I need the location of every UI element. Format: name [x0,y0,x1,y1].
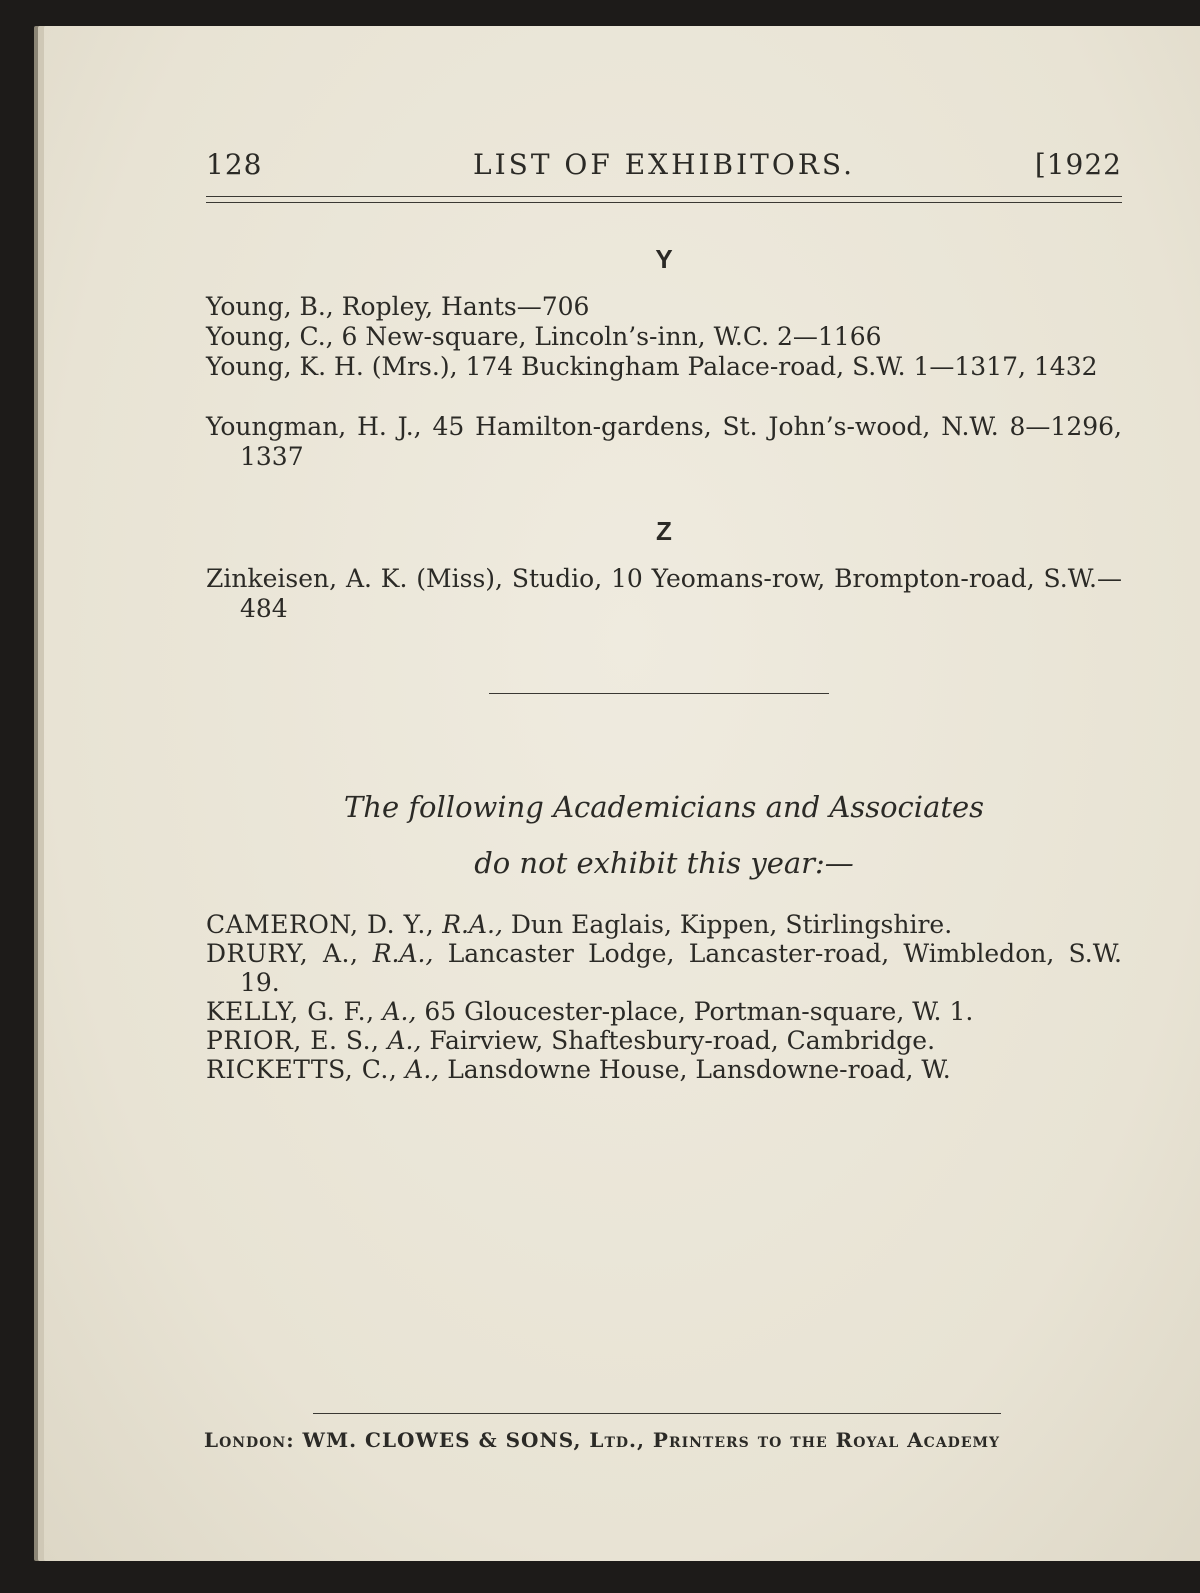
section-letter-z: Z [656,516,672,546]
note-line-1: The following Academicians and Associates [343,790,985,824]
page-title: LIST OF EXHIBITORS. [473,148,855,181]
member-entry [206,997,1122,1026]
member-name: PRIOR, E. S., [206,1026,380,1055]
member-rank: A., [405,1055,440,1084]
member-rank: R.A., [442,910,503,939]
note-line-2: do not exhibit this year:— [474,846,854,880]
member-address: Lancaster Lodge, Lancaster-road, Wimbledon, S.W. 19. [240,939,1123,997]
member-entry [206,1055,1122,1084]
member-address: Dun Eaglais, Kippen, Stirlingshire. [510,910,953,939]
header-rule [206,196,1122,203]
member-name: DRURY, A., [206,939,359,968]
exhibitor-entry: Young, B., Ropley, Hants—706 [206,292,590,321]
member-address: Fairview, Shaftesbury-road, Cambridge. [429,1026,936,1055]
header-year: [1922 [1034,148,1122,181]
section-divider [489,693,829,694]
exhibitor-entry: Young, K. H. (Mrs.), 174 Buckingham Palace-road, S.W. 1—1317, 1432 [206,352,1098,381]
section-letter-y: Y [655,244,673,274]
exhibitor-entry: Zinkeisen, A. K. (Miss), Studio, 10 Yeomans-row, Brompton-road, S.W.—484 [206,564,1122,623]
printer-imprint: London: WM. CLOWES & SONS, Ltd., Printers to the Royal Academy [204,1428,1000,1452]
member-rank: A., [387,1026,422,1055]
member-entry [206,910,1122,939]
member-entry [206,939,1122,997]
member-address: 65 Gloucester-place, Portman-square, W. 1. [424,997,974,1026]
member-address: Lansdowne House, Lansdowne-road, W. [447,1055,951,1084]
running-header [206,148,1122,188]
page-number: 128 [206,148,263,181]
member-rank: R.A., [372,939,434,968]
footer-rule [313,1413,1001,1414]
member-name: KELLY, G. F., [206,997,375,1026]
member-entry [206,1026,1122,1055]
member-rank: A., [382,997,417,1026]
exhibitor-entry: Young, C., 6 New-square, Lincoln’s-inn, W.C. 2—1166 [206,322,882,351]
exhibitor-entry: Youngman, H. J., 45 Hamilton-gardens, St. John’s-wood, N.W. 8—1296, 1337 [206,412,1122,471]
member-name: CAMERON, D. Y., [206,910,435,939]
member-name: RICKETTS, C., [206,1055,398,1084]
